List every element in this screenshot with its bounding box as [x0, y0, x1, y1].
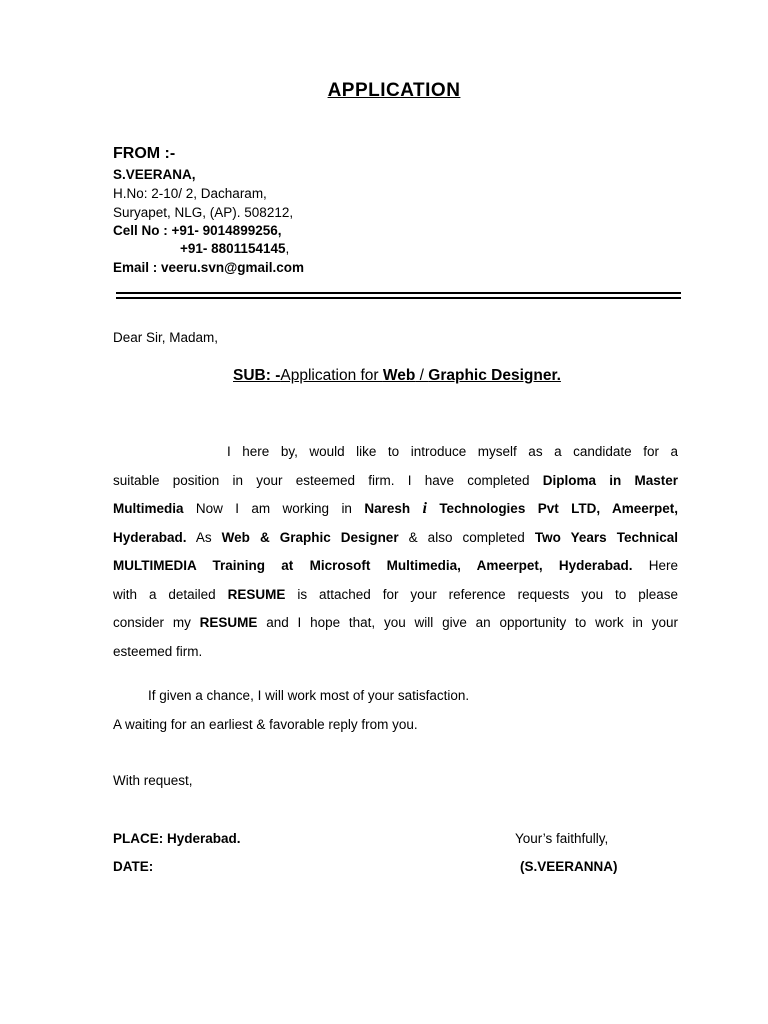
waiting-line: A waiting for an earliest & favorable reply from you. [113, 717, 418, 732]
email-line [113, 259, 304, 277]
place-line: PLACE: Hyderabad. [113, 831, 241, 846]
subject-line [233, 367, 561, 385]
yours-faithfully: Your’s faithfully, [515, 831, 609, 846]
cell-number-2-suffix: , [285, 241, 290, 256]
body-line-5-here: Here [632, 558, 678, 573]
with-request-line: With request, [113, 773, 193, 788]
body-line-6 [113, 581, 678, 610]
two-years-text: Two Years Technical [534, 529, 678, 545]
subject-text: Application for [280, 367, 383, 384]
email-address: veeru.svn@gmail.com [161, 260, 305, 275]
signature-name: (S.VEERANNA) [520, 859, 618, 874]
body-line-1: I here by, would like to introduce myself as a candidate for a [227, 444, 678, 459]
resume-text-1: RESUME [227, 586, 286, 602]
body-line-2 [113, 467, 678, 496]
address-line-1: H.No: 2-10/ 2, Dacharam, [113, 186, 267, 201]
body-line-2-text: suitable position in your esteemed firm. I have completed [113, 472, 543, 488]
body-line-8: esteemed firm. [113, 643, 203, 659]
subject-label: SUB: - [233, 367, 281, 384]
role-text: Web & Graphic Designer [221, 529, 399, 545]
date-line: DATE: [113, 859, 154, 874]
cell-number-2-value: +91- 8801154145 [180, 241, 286, 256]
subject-slash: / [415, 367, 429, 384]
from-heading: FROM :- [113, 145, 176, 162]
body-line-3-text: Now I am working in [183, 501, 365, 516]
diploma-text: Diploma in Master [542, 472, 678, 488]
naresh-text: Naresh [364, 501, 423, 516]
page-title: APPLICATION [327, 80, 461, 101]
multimedia-text: Multimedia [113, 501, 184, 516]
subject-role-web: Web [382, 367, 416, 384]
body-line-7-text: consider my [113, 615, 200, 630]
body-line-6-rest: is attached for your reference requests you to please [285, 586, 678, 602]
chance-line: If given a chance, I will work most of your satisfaction. [148, 688, 470, 703]
resume-text-2: RESUME [199, 615, 258, 630]
greeting: Dear Sir, Madam, [113, 330, 219, 345]
body-line-4-also: & also completed [398, 529, 535, 545]
body-line-3 [113, 495, 678, 524]
email-label: Email : [113, 260, 158, 275]
naresh-i-logo: i [422, 500, 427, 517]
body-line-7-rest: and I hope that, you will give an opportunity to work in your [257, 615, 678, 630]
hyderabad-text: Hyderabad. [113, 529, 187, 545]
cell-number-1: Cell No : +91- 9014899256, [113, 223, 282, 238]
subject-role-graphic: Graphic Designer. [428, 367, 561, 384]
address-line-2: Suryapet, NLG, (AP). 508212, [113, 205, 294, 220]
body-paragraph [113, 438, 678, 666]
training-text: MULTIMEDIA Training at Microsoft Multimedia, Ameerpet, Hyderabad. [113, 558, 633, 573]
body-line-4-as: As [186, 529, 222, 545]
cell-number-2 [180, 240, 289, 258]
divider-top [116, 292, 681, 294]
body-line-5 [113, 552, 678, 581]
divider-bottom [116, 297, 681, 299]
body-line-6-text: with a detailed [113, 586, 228, 602]
body-line-4 [113, 524, 678, 553]
sender-name: S.VEERANA, [113, 167, 196, 182]
body-line-7 [113, 609, 678, 638]
company-text: Technologies Pvt LTD, Ameerpet, [426, 501, 678, 516]
